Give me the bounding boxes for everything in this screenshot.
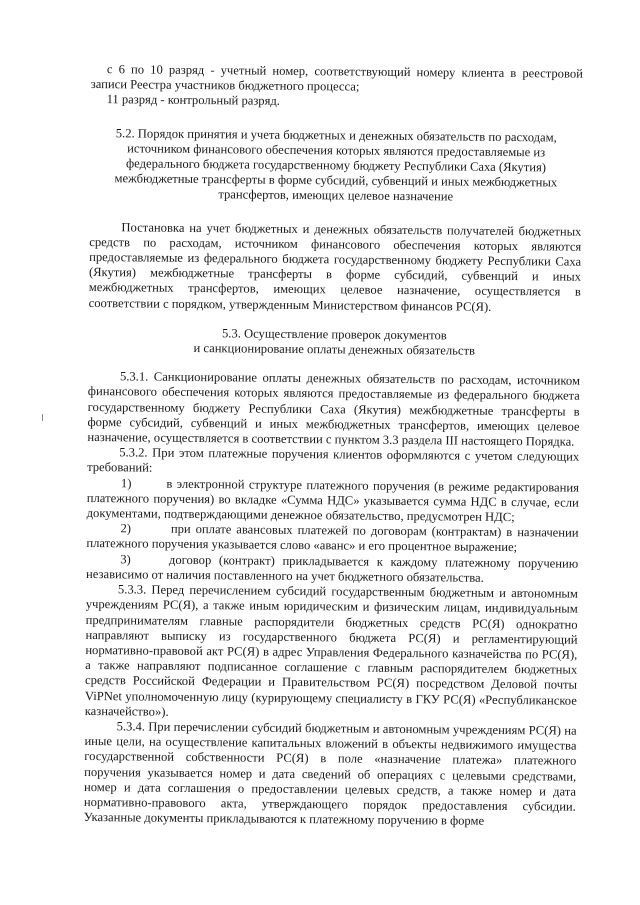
list-item-2 bbox=[86, 521, 578, 556]
paragraph-5-3-1: 5.3.1. Санкционирование оплаты денежных обязательств по расходам, источником финансового обеспечения которых являются предоставляемые из федерального бюджета государственному бюджету Республики Саха (Якутия) межбюджетные трансферты в форме субсидий, субвенций и иных межбюджетных трансфертов, имеющих целевое назначение, осуществляется в соответствии с пунктом 3.3 раздела III настоящего Порядка. bbox=[87, 369, 581, 449]
paragraph-5-3-3: 5.3.3. Перед перечислением субсидий государственным бюджетным и автономным учреждениям РС(Я), а также иным юридическим и физическим лицам, индивидуальным предпринимателям главные распорядители бюджетных средств РС(Я) однократно направляют выписку из государственного бюджета РС(Я) и регламентирующий нормативно-правовой акт РС(Я) в адрес Управления Федерального казначейства по РС(Я), а также направляют подписанное соглашение с главным распорядителем бюджетных средств Российской Федерации и Правительством РС(Я) посредством Деловой почты ViPNet уполномоченную лицу (курирующему специалисту в ГКУ РС(Я) «Республиканское казначейство»). bbox=[84, 582, 578, 719]
document-body bbox=[84, 62, 583, 830]
list-item-1 bbox=[87, 476, 579, 526]
intro-line-1: с 6 по 10 разряд - учетный номер, соответствующий номеру клиента в реестровой записи Реестра участников бюджетного процесса; bbox=[90, 62, 583, 94]
list-item-3-text: договор (контракт) прикладывается к каждому платежному поручению независимо от наличия поставленного на учет бюджетного обязательства. bbox=[86, 552, 579, 585]
section-5-2-body: Постановка на учет бюджетных и денежных обязательств получателей бюджетных средств по расходам, источником финансового обеспечения которых являются предоставляемые из федерального бюджета государственному бюджету Республики Саха (Якутия) межбюджетные трансферты в форме субсидий, субвенций и иных межбюджетных трансфертов, имеющих целевое назначение, осуществляется в соответствии с порядком, утвержденным Министерством финансов РС(Я). bbox=[88, 219, 582, 314]
section-5-3-heading-line-1: 5.3. Осуществление проверок документов bbox=[221, 326, 447, 343]
margin-mark bbox=[42, 414, 43, 421]
list-item-1-text: в электронной структуре платежного поручения (в режиме редактирования платежного поручения) во вкладке «Сумма НДС» указывается сумма НДС в случае, если документами, подтверждающими денежное обязательство, предусмотрен НДС; bbox=[86, 476, 580, 525]
intro-line-2: 11 разряд - контрольный разряд. bbox=[106, 92, 281, 109]
list-item-2-number: 2) bbox=[120, 521, 132, 536]
list-item-3 bbox=[86, 552, 578, 587]
list-item-2-text: при оплате авансовых платежей по договорам (контрактам) в назначении платежного поручения указывается слово «аванс» и его процентное выражение; bbox=[86, 522, 579, 555]
section-5-2-heading: 5.2. Порядок принятия и учета бюджетных и денежных обязательств по расходам, источником финансового обеспечения которых являются предоставляемые из федерального бюджета государственному бюджету Республики Саха (Якутия) межбюджетные трансферты в форме субсидий, субвенций и иных межбюджетных трансфертов, имеющих целевое назначение bbox=[114, 125, 558, 204]
paragraph-5-3-4: 5.3.4. При перечислении субсидий бюджетным и автономным учреждениям РС(Я) на иные цели, на осуществление капитальных вложений в объекты недвижимого имущества государственной собственности РС(Я) в поле «назначение платежа» платежного поручения указывается номер и дата сведений об операциях с целевыми средствами, номер и дата соглашения о предоставлении целевых средств, а также номер и дата нормативно-правового акта, утверждающего порядок предоставления субсидии. Указанные документы прикладываются к платежному поручению в форме bbox=[83, 719, 577, 828]
section-5-3-heading-line-2: и санкционирование оплаты денежных обязательств bbox=[193, 341, 476, 358]
list-item-3-number: 3) bbox=[120, 551, 131, 567]
list-item-1-number: 1) bbox=[120, 475, 132, 491]
paragraph-5-3-2: 5.3.2. При этом платежные поручения клиентов оформляются с учетом следующих требований: bbox=[87, 445, 580, 476]
